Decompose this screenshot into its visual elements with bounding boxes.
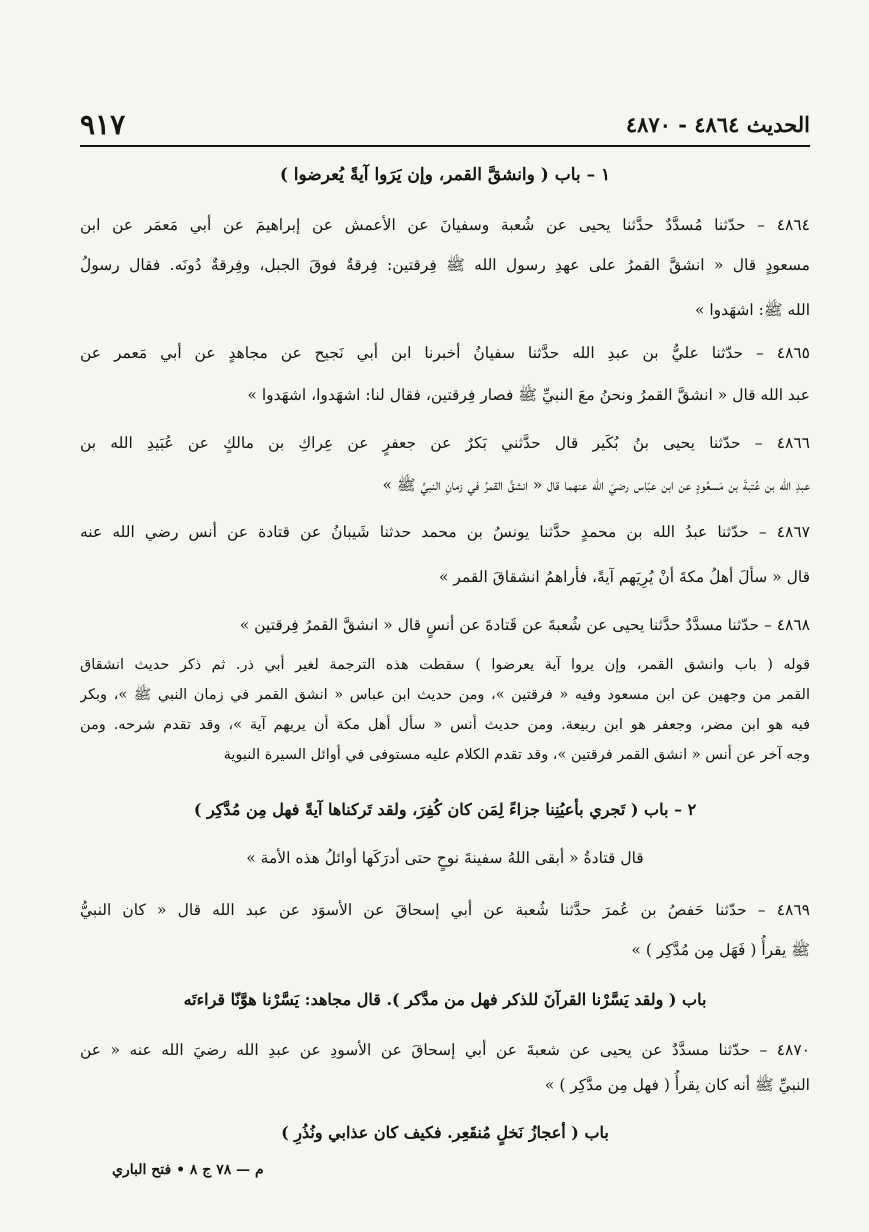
chapter-title-4: باب ( أعجازُ نَخلٍ مُنقَعِر. فكيف كان عذابي ونُذُرِ ) bbox=[281, 1123, 609, 1142]
printer-signature: م — ٧٨ ج ٨ • فتح الباري bbox=[112, 1162, 264, 1178]
hadith-4866-line-2: عبدِ الله بن عُتبةَ بن مَسعُودٍ عن ابن عبّاس رضيَ الله عنهما قال « انشقَّ القمرُ في زمانِ النبيِّ ﷺ » bbox=[382, 476, 810, 494]
header-rule bbox=[80, 145, 810, 147]
hadith-4866-line-1: ٤٨٦٦ – حدّثنا يحيى بنُ بُكَير قال حدَّثني بَكرٌ عن جعفرٍ عن عِراكِ بن مالكٍ عن عُبَيدِ الله بن bbox=[80, 434, 810, 452]
hadith-4870-line-2: النبيِّ ﷺ أنه كان يقرأُ ( فهل مِن مدَّكِر ) » bbox=[544, 1076, 810, 1094]
commentary-line-2: القمر من وجهين عن ابن مسعود وفيه « فرقتين »، ومن حديث ابن عباس « انشق القمر في زمان النبي ﷺ »، وبكر bbox=[80, 687, 810, 703]
hadith-4864-line-3: الله ﷺ: اشهَدوا » bbox=[694, 301, 810, 319]
hadith-4870-line-1: ٤٨٧٠ – حدّثنا مسدَّدٌ عن يحيى عن شعبةَ عن أبي إسحاقَ عن الأسودِ عن عبدِ الله رضيَ الله عنه « عن bbox=[80, 1041, 810, 1059]
commentary-line-4: وجه آخر عن أنس « انشق القمر فرقتين »، وقد تقدم الكلام عليه مستوفى في أوائل السيرة النبوية bbox=[223, 747, 810, 763]
page-header bbox=[80, 106, 810, 142]
hadith-4869-line-1: ٤٨٦٩ – حدّثنا حَفصُ بن عُمرَ حدَّثنا شُعبة عن أبي إسحاقَ عن الأسوَد عن عبد الله قال « كان النبيُّ bbox=[80, 901, 810, 919]
hadith-4869-line-2: ﷺ يقرأُ ( فَهَل مِن مُدَّكِر ) » bbox=[631, 941, 810, 959]
hadith-4868-line-1: ٤٨٦٨ – حدّثنا مسدَّدٌ حدَّثنا يحيى عن شُعبةَ عن قَتادةَ عن أنسٍ قال « انشقَّ القمرُ فِرقتين » bbox=[239, 616, 810, 634]
chapter-title-1: ١ – باب ( وانشقَّ القمر، وإن يَرَوا آيةً يُعرضوا ) bbox=[279, 165, 611, 185]
hadith-4865-line-2: عبد الله قال « انشقَّ القمرُ ونحنُ معَ النبيِّ ﷺ فصار فِرقتين، فقال لنا: اشهَدوا، اشهَدوا » bbox=[247, 386, 810, 404]
chapter-2-qatada-note: قال قتادةُ « أبقى اللهُ سفينةَ نوحٍ حتى أدرَكَها أوائلُ هذه الأمة » bbox=[246, 849, 644, 867]
hadith-4865-line-1: ٤٨٦٥ – حدّثنا عليُّ بن عبدِ الله حدَّثنا سفيانُ أخبرنا ابن أبي نَجيح عن مجاهدٍ عن أبي مَعمر عن bbox=[80, 344, 810, 362]
hadith-4864-line-1: ٤٨٦٤ – حدّثنا مُسدَّدٌ حدَّثنا يحيى عن شُعبة وسفيانَ عن الأعمش عن إبراهيمَ عن أبي مَعمَر عن ابن bbox=[80, 216, 810, 234]
hadith-4864-line-2: مسعودٍ قال « انشقَّ القمرُ على عهدِ رسول الله ﷺ فِرقتين: فِرقةٌ فوقَ الجبل، وفِرقةٌ دُونَه. فقال رسولُ bbox=[80, 256, 810, 274]
hadith-range: الحديث ٤٨٦٤ - ٤٨٧٠ bbox=[625, 111, 810, 137]
hadith-4867-line-2: قال « سألَ أهلُ مكةَ أنْ يُرِيَهم آيةً، فأراهمُ انشقاقَ القمر » bbox=[438, 568, 810, 586]
chapter-title-3: باب ( ولقد يَسَّرْنا القرآنَ للذكر فهل من مدَّكر ). قال مجاهد: يَسَّرْنا هوَّنّا قراءتَه bbox=[183, 990, 707, 1009]
commentary-line-1: قوله ( باب وانشق القمر، وإن يروا آية يعرضوا ) سقطت هذه الترجمة لغير أبي ذر. ثم ذكر حديث انشقاق bbox=[80, 657, 810, 673]
hadith-4867-line-1: ٤٨٦٧ – حدّثنا عبدُ الله بن محمدٍ حدَّثنا يونسُ بن محمد حدثنا شَيبانُ عن قتادة عن أنس رضي الله عنه bbox=[80, 523, 810, 541]
chapter-title-2: ٢ – باب ( تَجري بأعيُنِنا جزاءً لِمَن كان كُفِرَ، ولقد تَركناها آيةً فهل مِن مُدَّكِر ) bbox=[193, 800, 697, 819]
page-number: ٩١٧ bbox=[80, 107, 126, 141]
commentary-line-3: فيه هو ابن مضر، وجعفر هو ابن ربيعة. ومن حديث أنس « سأل أهل مكة أن يريهم آية »، وقد تقدم شرحه. ومن bbox=[80, 717, 810, 733]
